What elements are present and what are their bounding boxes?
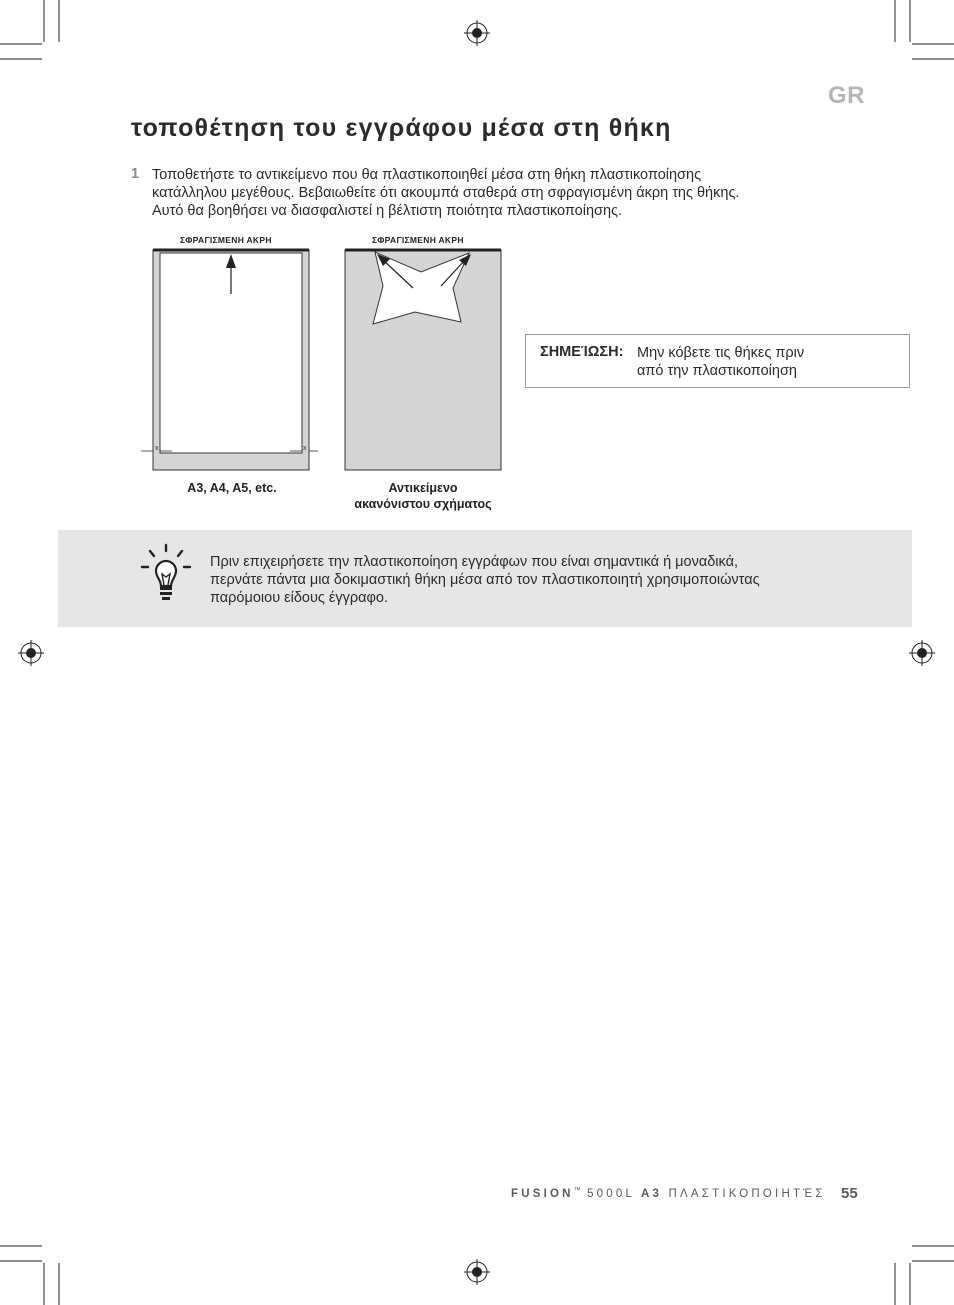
pouch-irregular-illustration: [343, 246, 505, 476]
step-line: Τοποθετήστε το αντικείμενο που θα πλαστικοποιηθεί μέσα στη θήκη πλαστικοποίησης: [152, 167, 702, 183]
note-text: [637, 344, 804, 380]
sealed-edge-caption-right: ΣΦΡΑΓΙΣΜΕΝΗ ΑΚΡΗ: [372, 235, 464, 245]
registration-mark-top: [464, 20, 490, 46]
footer-brand: FUSION: [511, 1187, 574, 1200]
footer-product: ΠΛΑΣΤΙΚΟΠΟΙΗΤΈΣ: [668, 1187, 826, 1200]
figure-label-irregular: [340, 480, 506, 512]
figure-label-line: ακανόνιστου σχήματος: [354, 497, 492, 511]
registration-mark-left: [18, 640, 44, 666]
figure-label-line: Αντικείμενο: [388, 481, 458, 495]
pouch-standard-illustration: [138, 246, 318, 476]
note-line: από την πλαστικοποίηση: [637, 363, 797, 379]
note-label: ΣΗΜΕΊΩΣΗ:: [540, 344, 624, 360]
note-line: Μην κόβετε τις θήκες πριν: [637, 345, 805, 361]
margin-mark-left: x: [155, 445, 159, 452]
tip-line: περνάτε πάντα μια δοκιμαστική θήκη μέσα από τον πλαστικοποιητή χρησιμοποιώντας: [210, 572, 760, 588]
footer-product-line: [511, 1187, 826, 1200]
step-text: [152, 166, 842, 220]
step-number: 1: [131, 166, 140, 182]
figure-label-standard: A3, A4, A5, etc.: [187, 481, 277, 495]
registration-mark-right: [909, 640, 935, 666]
footer-trademark: ™: [573, 1187, 581, 1194]
registration-mark-bottom: [464, 1259, 490, 1285]
tip-line: Πριν επιχειρήσετε την πλαστικοποίηση εγγράφων που είναι σημαντικά ή μοναδικά,: [210, 554, 739, 570]
page-title: τοποθέτηση του εγγράφου μέσα στη θήκη: [131, 114, 672, 142]
footer-model: 5000L: [587, 1187, 635, 1200]
tip-text: [210, 553, 760, 607]
step-line: κατάλληλου μεγέθους. Βεβαιωθείτε ότι ακουμπά σταθερά στη σφραγισμένη άκρη της θήκης.: [152, 185, 740, 201]
footer-size: A3: [641, 1187, 663, 1200]
sealed-edge-caption-left: ΣΦΡΑΓΙΣΜΕΝΗ ΑΚΡΗ: [180, 235, 272, 245]
lightbulb-icon: [137, 541, 197, 605]
tip-line: παρόμοιου είδους έγγραφο.: [210, 590, 389, 606]
margin-mark-right: x: [303, 445, 307, 452]
page-number: 55: [841, 1185, 858, 1202]
language-tab: GR: [828, 82, 865, 109]
step-line: Αυτό θα βοηθήσει να διασφαλιστεί η βέλτιστη ποιότητα πλαστικοποίησης.: [152, 203, 623, 219]
